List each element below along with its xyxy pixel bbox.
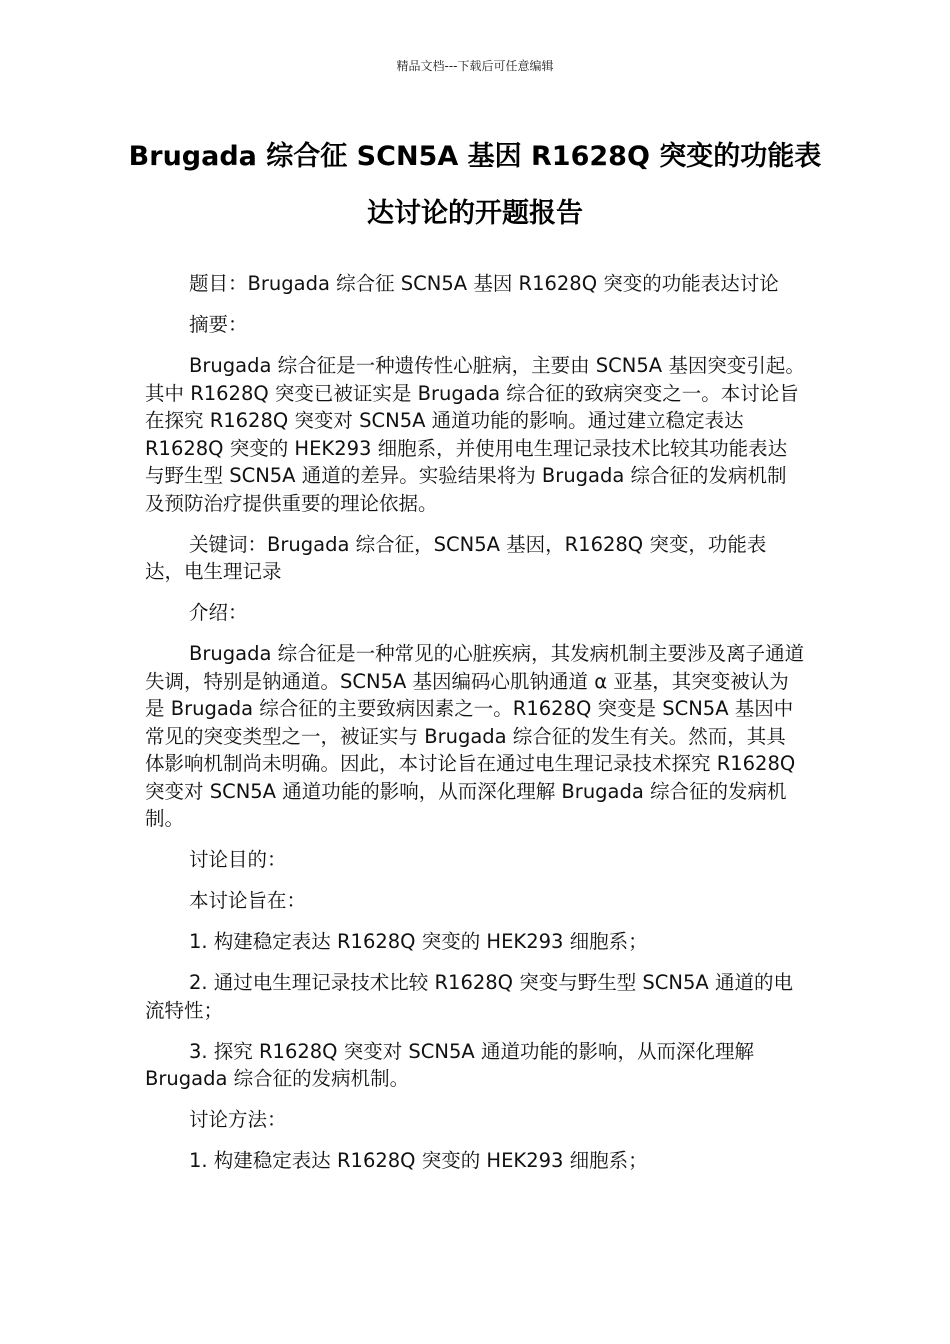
list-item-method-1: 1. 构建稳定表达 R1628Q 突变的 HEK293 细胞系； [189, 1149, 648, 1172]
paragraph-topic: 题目：Brugada 综合征 SCN5A 基因 R1628Q 突变的功能表达讨论 [189, 272, 779, 295]
paragraph-objectives-intro: 本讨论旨在： [189, 889, 307, 912]
document-body [145, 270, 805, 1188]
heading-introduction: 介绍： [189, 601, 248, 624]
paragraph-keywords: 关键词：Brugada 综合征，SCN5A 基因，R1628Q 突变，功能表达，电生理记录 [145, 532, 767, 583]
heading-methods: 讨论方法： [189, 1108, 287, 1131]
document-title: Brugada 综合征 SCN5A 基因 R1628Q 突变的功能表达讨论的开题报告 [128, 141, 822, 229]
paragraph-abstract: Brugada 综合征是一种遗传性心脏病，主要由 SCN5A 基因突变引起。其中 R1628Q 突变已被证实是 Brugada 综合征的致病突变之一。本讨论旨在探究 R1628Q 突变对 SCN5A 通道功能的影响。通过建立稳定表达 R1628Q 突变的 HEK293 细胞系，并使用电生理记录技术比较其功能表达与野生型 SCN5A 通道的差异。实验结果将为 Brugada 综合征的发病机制及预防治疗提供重要的理论依据。 [145, 354, 805, 515]
list-item-objective-1: 1. 构建稳定表达 R1628Q 突变的 HEK293 细胞系； [189, 930, 648, 953]
page-header: 精品文档---下载后可任意编辑 [396, 59, 554, 73]
list-item-objective-2: 2. 通过电生理记录技术比较 R1628Q 突变与野生型 SCN5A 通道的电流特性； [145, 971, 793, 1022]
list-item-objective-3: 3. 探究 R1628Q 突变对 SCN5A 通道功能的影响，从而深化理解 Brugada 综合征的发病机制。 [145, 1039, 754, 1090]
heading-objectives: 讨论目的： [189, 848, 287, 871]
heading-abstract: 摘要： [189, 313, 248, 336]
paragraph-introduction: Brugada 综合征是一种常见的心脏疾病，其发病机制主要涉及离子通道失调，特别是钠通道。SCN5A 基因编码心肌钠通道 α 亚基，其突变被认为是 Brugada 综合征的主要致病因素之一。R1628Q 突变是 SCN5A 基因中常见的突变类型之一，被证实与 Brugada 综合征的发生有关。然而，其具体影响机制尚未明确。因此，本讨论旨在通过电生理记录技术探究 R1628Q 突变对 SCN5A 通道功能的影响，从而深化理解 Brugada 综合征的发病机制。 [145, 642, 805, 830]
